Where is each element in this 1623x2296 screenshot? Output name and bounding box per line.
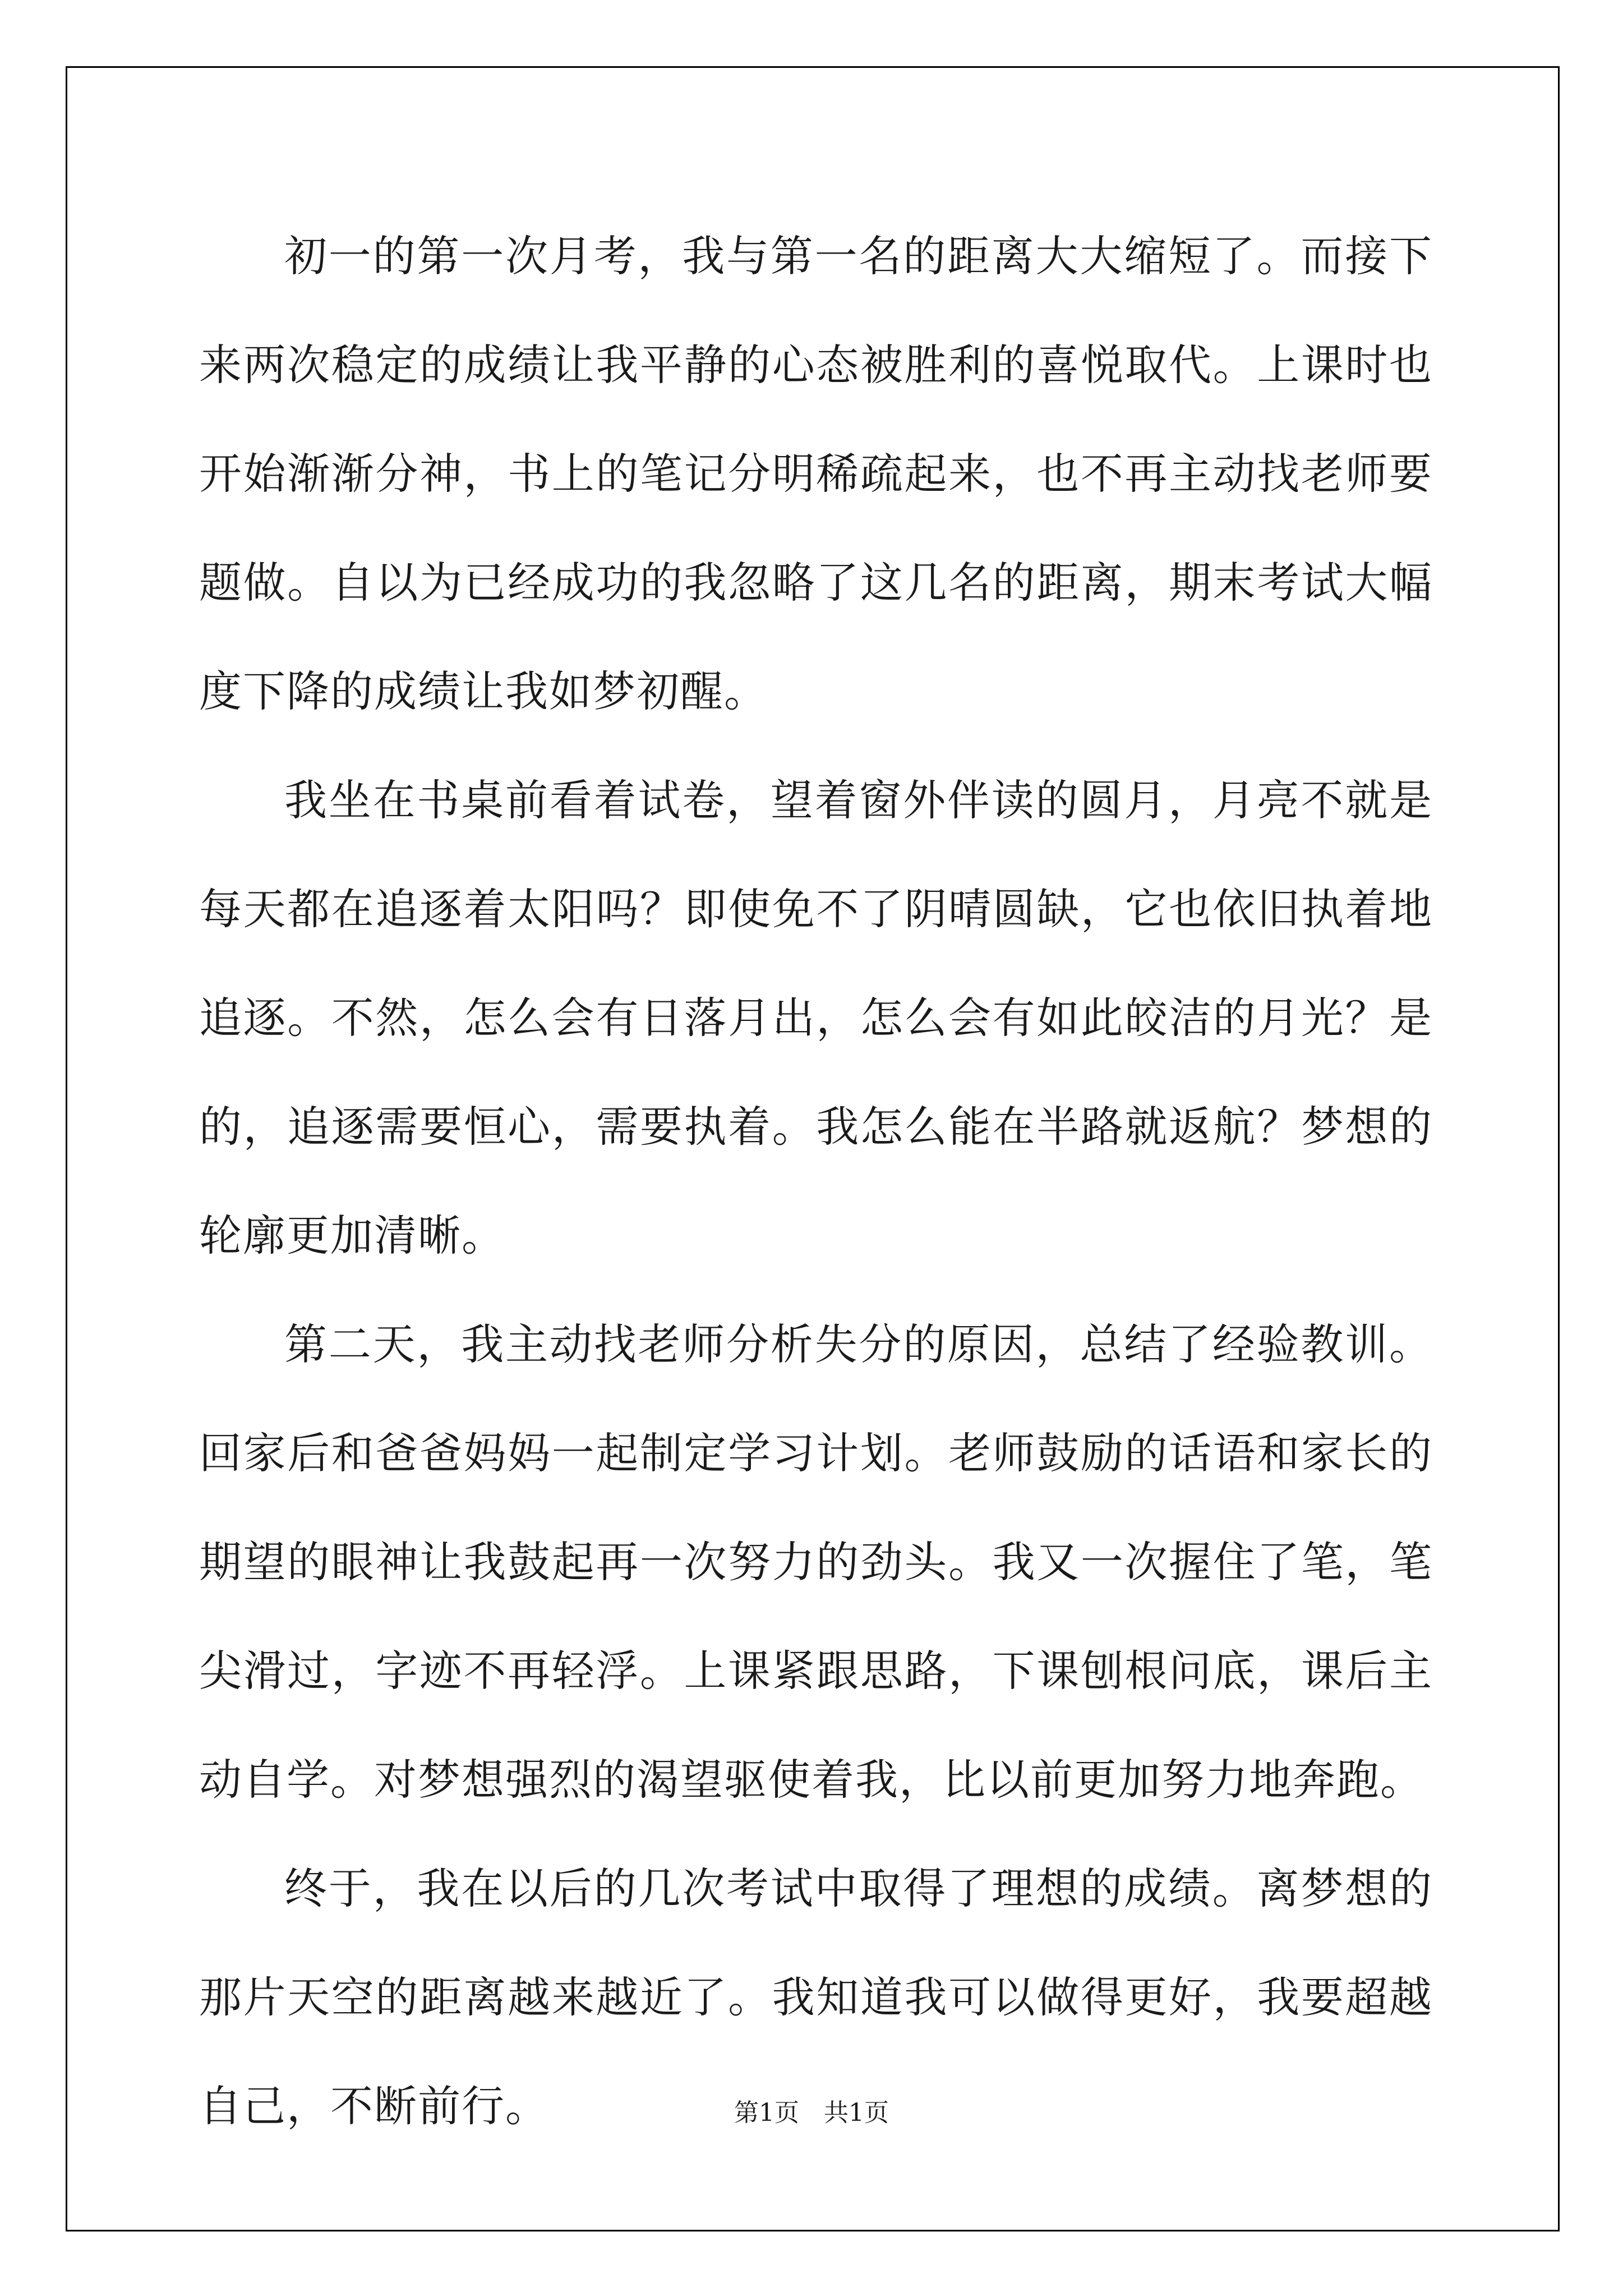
document-body: [199, 202, 1433, 2161]
paragraph-2: 我坐在书桌前看着试卷，望着窗外伴读的圆月，月亮不就是每天都在追逐着太阳吗？即使免不了阴晴圆缺，它也依旧执着地追逐。不然，怎么会有日落月出，怎么会有如此皎洁的月光？是的，追逐需要恒心，需要执着。我怎么能在半路就返航？梦想的轮廓更加清晰。: [199, 775, 1433, 1260]
paragraph-1: 初一的第一次月考，我与第一名的距离大大缩短了。而接下来两次稳定的成绩让我平静的心态被胜利的喜悦取代。上课时也开始渐渐分神，书上的笔记分明稀疏起来，也不再主动找老师要题做。自以为已经成功的我忽略了这几名的距离，期末考试大幅度下降的成绩让我如梦初醒。: [199, 231, 1433, 716]
page-number-footer: 第1页 共1页: [734, 2099, 889, 2127]
paragraph-4: 终于，我在以后的几次考试中取得了理想的成绩。离梦想的那片天空的距离越来越近了。我知道我可以做得更好，我要超越自己，不断前行。: [199, 1864, 1433, 2131]
paragraph-3: 第二天，我主动找老师分析失分的原因，总结了经验教训。回家后和爸爸妈妈一起制定学习计划。老师鼓励的话语和家长的期望的眼神让我鼓起再一次努力的劲头。我又一次握住了笔，笔尖滑过，字迹不再轻浮。上课紧跟思路，下课刨根问底，课后主动自学。对梦想强烈的渴望驱使着我，比以前更加努力地奔跑。: [199, 1319, 1433, 1805]
